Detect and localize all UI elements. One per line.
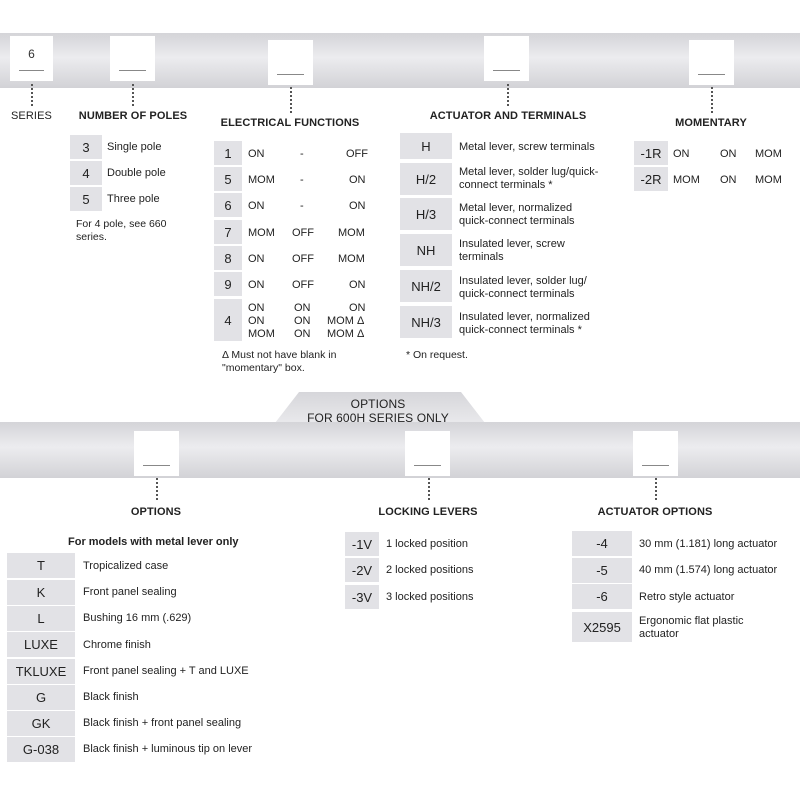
actuator-option-code: -4: [572, 531, 632, 556]
electrical-pos-b: OFF: [292, 227, 314, 239]
locking-leader: [428, 478, 430, 500]
momentary-pos-a: MOM: [673, 174, 700, 186]
locking-code: -3V: [345, 585, 379, 609]
actuator-option-code: -6: [572, 584, 632, 609]
actuator-options-heading: ACTUATOR OPTIONS: [597, 506, 713, 518]
options-banner-line2: FOR 600H SERIES ONLY: [307, 411, 449, 425]
series-value: 6: [28, 47, 35, 61]
actuator-leader: [507, 84, 509, 106]
options-subtitle: For models with metal lever only: [68, 536, 239, 548]
electrical-pos-b: -: [300, 148, 304, 160]
option-code: GK: [7, 711, 75, 736]
electrical-code: 9: [214, 272, 242, 296]
poles-heading: NUMBER OF POLES: [78, 110, 188, 122]
momentary-code: -2R: [634, 167, 668, 191]
bottom-band: [0, 422, 800, 478]
electrical-pos-a: ON: [248, 148, 265, 160]
option-code: K: [7, 580, 75, 605]
electrical-pos-b: -: [300, 174, 304, 186]
electrical-pos-b: -: [300, 200, 304, 212]
actuator-option-line: Ergonomic flat plastic: [639, 615, 744, 627]
poles-box[interactable]: [110, 36, 155, 81]
momentary-code: -1R: [634, 141, 668, 165]
actuator-option-line: 30 mm (1.181) long actuator: [639, 538, 778, 550]
electrical-note-line: "momentary" box.: [222, 362, 305, 374]
electrical-pos-c: OFF: [346, 148, 368, 160]
actuator-option-code: -5: [572, 558, 632, 583]
electrical-pos-b: ON: [294, 315, 311, 327]
actuator-desc-line: Metal lever, screw terminals: [459, 141, 595, 153]
electrical-box[interactable]: [268, 40, 313, 85]
electrical-heading: ELECTRICAL FUNCTIONS: [220, 117, 360, 129]
electrical-code: 1: [214, 141, 242, 165]
momentary-leader: [711, 87, 713, 113]
poles-note-line: For 4 pole, see 660: [76, 218, 167, 230]
electrical-code: 7: [214, 220, 242, 244]
poles-note-line: series.: [76, 231, 107, 243]
actuator-code: NH/3: [400, 306, 452, 338]
actuator-heading: ACTUATOR AND TERMINALS: [429, 110, 587, 122]
electrical-code: 6: [214, 193, 242, 217]
electrical-pos-a: ON: [248, 302, 265, 314]
electrical-pos-c: ON: [349, 174, 366, 186]
electrical-pos-b: ON: [294, 302, 311, 314]
electrical-note-line: Δ Must not have blank in: [222, 349, 337, 361]
momentary-box[interactable]: [689, 40, 734, 85]
locking-heading: LOCKING LEVERS: [378, 506, 478, 518]
option-label: Black finish + front panel sealing: [83, 717, 242, 729]
actuator-option-line: 40 mm (1.574) long actuator: [639, 564, 778, 576]
actuator-code: NH: [400, 234, 452, 266]
electrical-pos-a: MOM: [248, 227, 275, 239]
momentary-pos-a: ON: [673, 148, 690, 160]
electrical-pos-c: ON: [349, 200, 366, 212]
pole-code: 3: [70, 135, 102, 159]
actuator-desc-line: Metal lever, solder lug/quick-: [459, 166, 599, 178]
electrical-pos-a: ON: [248, 315, 265, 327]
option-label: Bushing 16 mm (.629): [83, 612, 192, 624]
actuator-code: H/2: [400, 163, 452, 195]
options-banner-line1: OPTIONS: [350, 397, 406, 411]
electrical-pos-a: ON: [248, 200, 265, 212]
actuator-option-code: X2595: [572, 612, 632, 642]
electrical-code: 4: [214, 299, 242, 341]
electrical-code: 8: [214, 246, 242, 270]
actuator-desc-line: Metal lever, normalized: [459, 202, 573, 214]
pole-code: 4: [70, 161, 102, 185]
actuator-desc-line: quick-connect terminals *: [459, 324, 582, 336]
options-heading: OPTIONS: [130, 506, 182, 518]
options-box[interactable]: [134, 431, 179, 476]
actuator-option-line: actuator: [639, 628, 679, 640]
actuator-options-leader: [655, 478, 657, 500]
option-label: Front panel sealing + T and LUXE: [83, 665, 249, 677]
electrical-pos-b: OFF: [292, 279, 314, 291]
locking-code: -2V: [345, 558, 379, 582]
series-box: [10, 36, 53, 81]
actuator-desc-line: quick-connect terminals: [459, 288, 575, 300]
option-label: Chrome finish: [83, 639, 151, 651]
option-code: G: [7, 685, 75, 710]
electrical-pos-a: ON: [248, 253, 265, 265]
option-code: L: [7, 606, 75, 631]
actuator-code: H/3: [400, 198, 452, 230]
momentary-pos-c: MOM: [755, 174, 782, 186]
electrical-pos-c: ON: [349, 302, 366, 314]
electrical-pos-c: MOM: [338, 253, 365, 265]
electrical-pos-a: MOM: [248, 328, 275, 340]
poles-leader: [132, 84, 134, 106]
option-label: Black finish: [83, 691, 139, 703]
electrical-pos-b: OFF: [292, 253, 314, 265]
locking-code: -1V: [345, 532, 379, 556]
actuator-desc-line: Insulated lever, normalized: [459, 311, 590, 323]
option-label: Tropicalized case: [83, 560, 169, 572]
electrical-pos-c: MOM Δ: [327, 315, 365, 327]
actuator-desc-line: connect terminals *: [459, 179, 553, 191]
locking-label: 1 locked position: [386, 538, 468, 550]
pole-label: Three pole: [107, 193, 160, 205]
actuator-desc-line: quick-connect terminals: [459, 215, 575, 227]
options-leader: [156, 478, 158, 500]
electrical-pos-c: MOM Δ: [327, 328, 365, 340]
series-leader: [31, 84, 33, 106]
electrical-pos-c: ON: [349, 279, 366, 291]
actuator-code: NH/2: [400, 270, 452, 302]
locking-label: 3 locked positions: [386, 591, 474, 603]
actuator-note: * On request.: [406, 349, 468, 361]
momentary-pos-b: ON: [720, 174, 737, 186]
electrical-code: 5: [214, 167, 242, 191]
option-code: G-038: [7, 737, 75, 762]
pole-label: Double pole: [107, 167, 166, 179]
electrical-pos-a: ON: [248, 279, 265, 291]
pole-code: 5: [70, 187, 102, 211]
pole-label: Single pole: [107, 141, 162, 153]
option-label: Black finish + luminous tip on lever: [83, 743, 253, 755]
actuator-box[interactable]: [484, 36, 529, 81]
momentary-heading: MOMENTARY: [675, 117, 747, 129]
electrical-pos-a: MOM: [248, 174, 275, 186]
series-heading: SERIES: [11, 110, 52, 122]
actuator-desc-line: Insulated lever, screw: [459, 238, 565, 250]
momentary-pos-c: MOM: [755, 148, 782, 160]
actuator-code: H: [400, 133, 452, 159]
locking-box[interactable]: [405, 431, 450, 476]
electrical-pos-c: MOM: [338, 227, 365, 239]
actuator-options-box[interactable]: [633, 431, 678, 476]
momentary-pos-b: ON: [720, 148, 737, 160]
actuator-option-line: Retro style actuator: [639, 591, 735, 603]
locking-label: 2 locked positions: [386, 564, 474, 576]
actuator-desc-line: terminals: [459, 251, 504, 263]
electrical-leader: [290, 87, 292, 113]
option-code: LUXE: [7, 632, 75, 657]
electrical-pos-b: ON: [294, 328, 311, 340]
option-label: Front panel sealing: [83, 586, 177, 598]
option-code: TKLUXE: [7, 659, 75, 684]
actuator-desc-line: Insulated lever, solder lug/: [459, 275, 587, 287]
option-code: T: [7, 553, 75, 578]
